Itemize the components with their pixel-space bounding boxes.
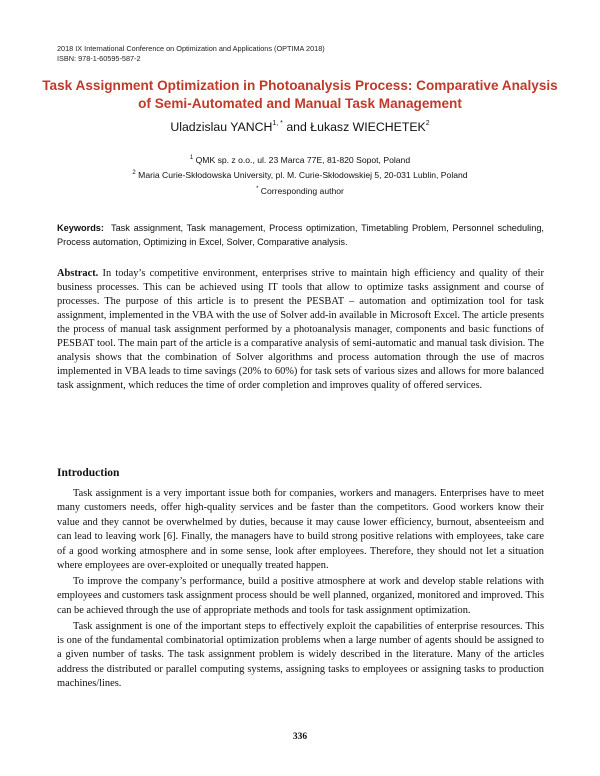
author-2: Łukasz WIECHETEK [310, 120, 426, 134]
affiliation-1: $^1$ QMK sp. z o.o., ul. 23 Marca 77E, 81-820 Sopot, Poland [189, 154, 411, 165]
section-heading-introduction: Introduction [57, 467, 120, 479]
author-1-mark: 1, * [272, 119, 283, 127]
introduction-body [57, 487, 544, 693]
page-number: 336 [292, 732, 308, 742]
intro-paragraph: To improve the company’s performance, build a positive atmosphere at work and develop stable relations with employees and customers task assignment process should be well planned, organized, monitored and improved. This can be achieved through the use of appropriate methods and tools for task assignment optimization. [57, 575, 544, 616]
corresponding-note: * Corresponding author [256, 185, 344, 196]
abstract-label: Abstract. [57, 268, 99, 279]
abstract [57, 267, 544, 393]
conference-name: 2018 IX International Conference on Optimization and Applications (OPTIMA 2018) [57, 44, 325, 53]
author-1: Uladzislau YANCH [170, 120, 273, 134]
conference-header [57, 44, 325, 64]
intro-paragraph: Task assignment is one of the important steps to effectively exploit the capabilities of enterprise resources. This is one of the fundamental combinatorial optimization problems when a large number of agents should be assigned to a given number of tasks. The task assignment problem is widely described in the literature. Many of the articles address the distributed or parallel computing systems, assigning tasks to employees or assigning tasks to production machines/lines. [57, 620, 544, 690]
affiliation-2: $^2$ Maria Curie-Skłodowska University, pl. M. Curie-Skłodowskiej 5, 20-031 Lublin, Poland [132, 170, 468, 181]
intro-paragraph: Task assignment is a very important issue both for companies, workers and managers. Enterprises have to meet many customers needs, offer high-quality services and be faster than the competitors. Good workers know their value and they cannot be overwhelmed by duties, because it may cause lower efficiency, burnout, absenteeism and can lead to leaving work [6]. Finally, the managers have to build strong positive relations with employees, take care of a good working atmosphere and in some sense, look after employees. Therefore, they should not let a situation where employees are over-exploited or unequally treated happen. [57, 488, 544, 572]
keywords-text: Task assignment, Task management, Process optimization, Timetabling Problem, Personnel scheduling, Process automation, Optimizing in Excel, Solver, Comparative analysis. [57, 223, 544, 247]
isbn: ISBN: 978-1-60595-587-2 [57, 54, 141, 63]
author-connector: and [282, 120, 311, 134]
keywords [57, 221, 544, 249]
author-2-mark: 2 [425, 119, 430, 127]
keywords-label: Keywords: [57, 223, 104, 233]
abstract-text: In today’s competitive environment, enterprises strive to maintain high efficiency and quality of their business processes. This can be achieved using IT tools that allow to optimize tasks assignment and course of processes. The purpose of this article is to present the PESBAT – automation and optimization tool for task assignment, implemented in the VBA with the use of Solver add-in available in Microsoft Excel. The article presents the process of manual task assignment performed by a photoanalysis manager, components and basic functions of PESBAT tool. The main part of the article is a comparative analysis of semi-automatic and manual task division. The analysis shows that the combination of Solver algorithms and process automation through the use of macros implemented in VBA leads to time savings (20% to 60%) for task sets of various sizes and allows for more balanced task assignment, which reduces the time of order completion and improves quality of offered services. [57, 268, 544, 391]
authors [40, 120, 560, 134]
paper-title: Task Assignment Optimization in Photoanalysis Process: Comparative Analysis of Semi-Automated and Manual Task Management [42, 78, 558, 111]
affiliations [40, 152, 560, 198]
